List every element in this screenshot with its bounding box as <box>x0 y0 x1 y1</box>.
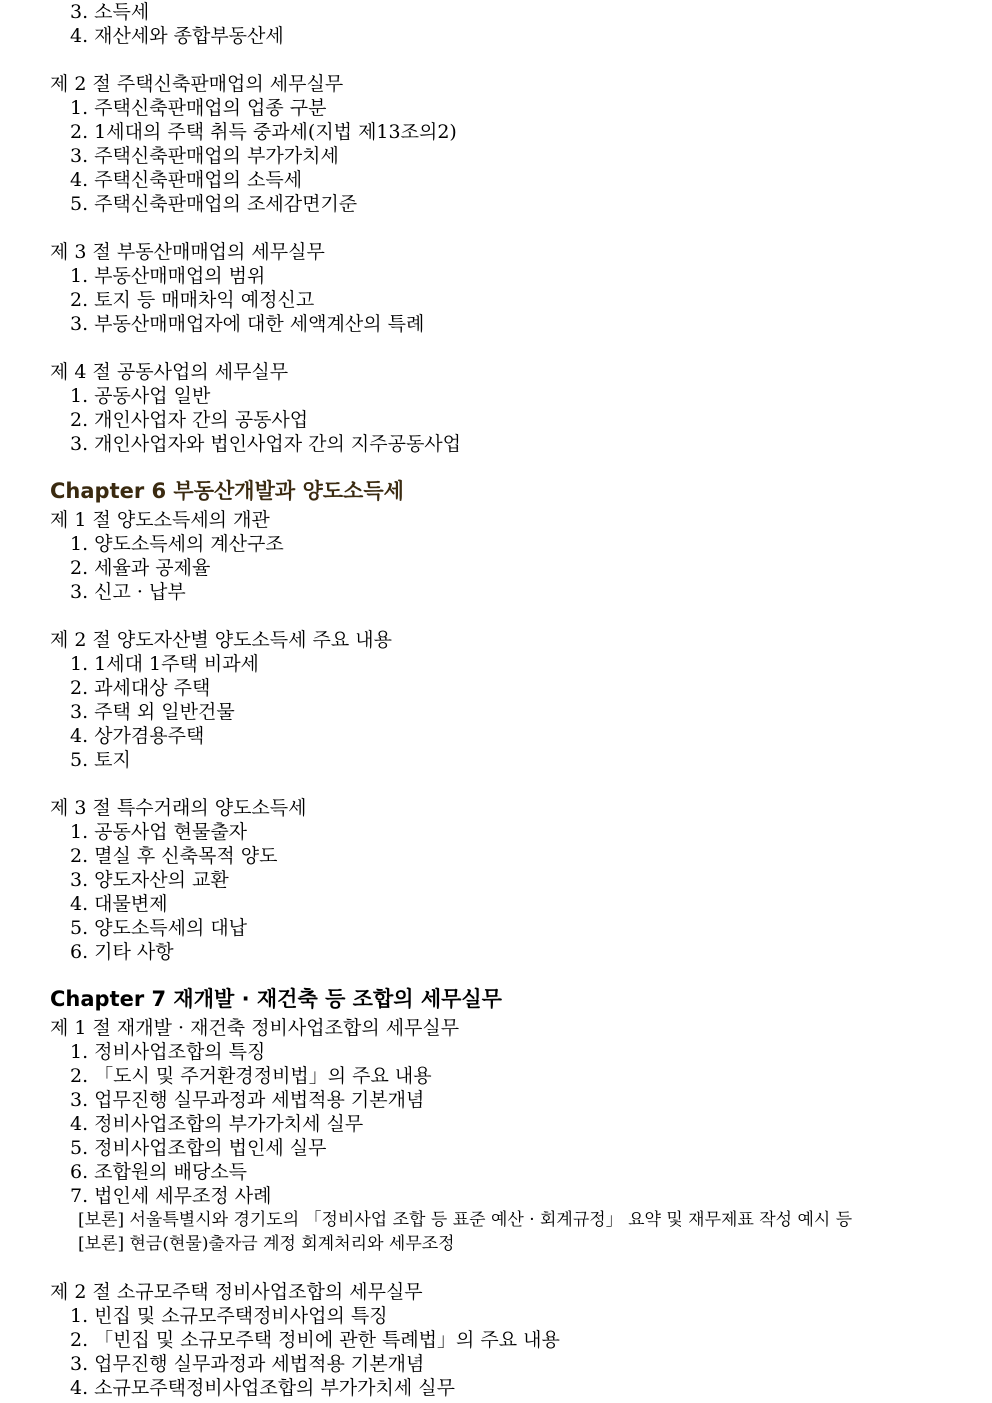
section-heading: 제 2 절 주택신축판매업의 세무실무 <box>50 73 344 95</box>
list-item: 3. 업무진행 실무과정과 세법적용 기본개념 <box>70 1353 425 1375</box>
section-heading: 제 3 절 특수거래의 양도소득세 <box>50 797 307 819</box>
list-item: 2. 멸실 후 신축목적 양도 <box>70 845 278 867</box>
list-item: 2. 과세대상 주택 <box>70 677 211 699</box>
appendix-note: [보론] 현금(현물)출자금 계정 회계처리와 세무조정 <box>78 1234 455 1254</box>
list-item: 2. 「도시 및 주거환경정비법」의 주요 내용 <box>70 1065 432 1087</box>
list-item: 2. 「빈집 및 소규모주택 정비에 관한 특례법」의 주요 내용 <box>70 1329 560 1351</box>
list-item: 2. 세율과 공제율 <box>70 557 211 579</box>
list-item: 3. 소득세 <box>70 1 150 23</box>
list-item: 4. 정비사업조합의 부가가치세 실무 <box>70 1113 364 1135</box>
chapter-heading: Chapter 7 재개발 · 재건축 등 조합의 세무실무 <box>50 987 502 1011</box>
list-item: 3. 부동산매매업자에 대한 세액계산의 특례 <box>70 313 425 335</box>
list-item: 6. 조합원의 배당소득 <box>70 1161 248 1183</box>
section-heading: 제 1 절 재개발 · 재건축 정비사업조합의 세무실무 <box>50 1017 460 1039</box>
list-item: 2. 토지 등 매매차익 예정신고 <box>70 289 315 311</box>
list-item: 4. 주택신축판매업의 소득세 <box>70 169 303 191</box>
section-heading: 제 1 절 양도소득세의 개관 <box>50 509 270 531</box>
list-item: 5. 정비사업조합의 법인세 실무 <box>70 1137 327 1159</box>
list-item: 3. 신고 · 납부 <box>70 581 186 603</box>
list-item: 3. 주택신축판매업의 부가가치세 <box>70 145 339 167</box>
list-item: 1. 공동사업 일반 <box>70 385 211 407</box>
list-item: 1. 부동산매매업의 범위 <box>70 265 266 287</box>
section-heading: 제 3 절 부동산매매업의 세무실무 <box>50 241 325 263</box>
list-item: 5. 주택신축판매업의 조세감면기준 <box>70 193 358 215</box>
list-item: 1. 주택신축판매업의 업종 구분 <box>70 97 327 119</box>
section-heading: 제 2 절 소규모주택 정비사업조합의 세무실무 <box>50 1281 423 1303</box>
list-item: 1. 1세대 1주택 비과세 <box>70 653 259 675</box>
section-heading: 제 4 절 공동사업의 세무실무 <box>50 361 289 383</box>
appendix-note: [보론] 서울특별시와 경기도의 「정비사업 조합 등 표준 예산 · 회계규정」 요약 및 재무제표 작성 예시 등 <box>78 1210 853 1230</box>
list-item: 4. 대물변제 <box>70 893 168 915</box>
list-item: 1. 양도소득세의 계산구조 <box>70 533 284 555</box>
list-item: 7. 법인세 세무조정 사례 <box>70 1185 272 1207</box>
list-item: 4. 상가겸용주택 <box>70 725 205 747</box>
list-item: 3. 개인사업자와 법인사업자 간의 지주공동사업 <box>70 433 462 455</box>
list-item: 6. 기타 사항 <box>70 941 174 963</box>
chapter-heading: Chapter 6 부동산개발과 양도소득세 <box>50 479 404 503</box>
list-item: 3. 양도자산의 교환 <box>70 869 229 891</box>
section-heading: 제 2 절 양도자산별 양도소득세 주요 내용 <box>50 629 392 651</box>
list-item: 1. 공동사업 현물출자 <box>70 821 248 843</box>
list-item: 1. 정비사업조합의 특징 <box>70 1041 266 1063</box>
list-item: 5. 토지 <box>70 749 131 771</box>
list-item: 1. 빈집 및 소규모주택정비사업의 특징 <box>70 1305 388 1327</box>
list-item: 4. 재산세와 종합부동산세 <box>70 25 284 47</box>
list-item: 2. 1세대의 주택 취득 중과세(지법 제13조의2) <box>70 121 457 143</box>
list-item: 3. 주택 외 일반건물 <box>70 701 235 723</box>
list-item: 5. 양도소득세의 대납 <box>70 917 248 939</box>
list-item: 3. 업무진행 실무과정과 세법적용 기본개념 <box>70 1089 425 1111</box>
list-item: 4. 소규모주택정비사업조합의 부가가치세 실무 <box>70 1377 455 1399</box>
list-item: 2. 개인사업자 간의 공동사업 <box>70 409 309 431</box>
